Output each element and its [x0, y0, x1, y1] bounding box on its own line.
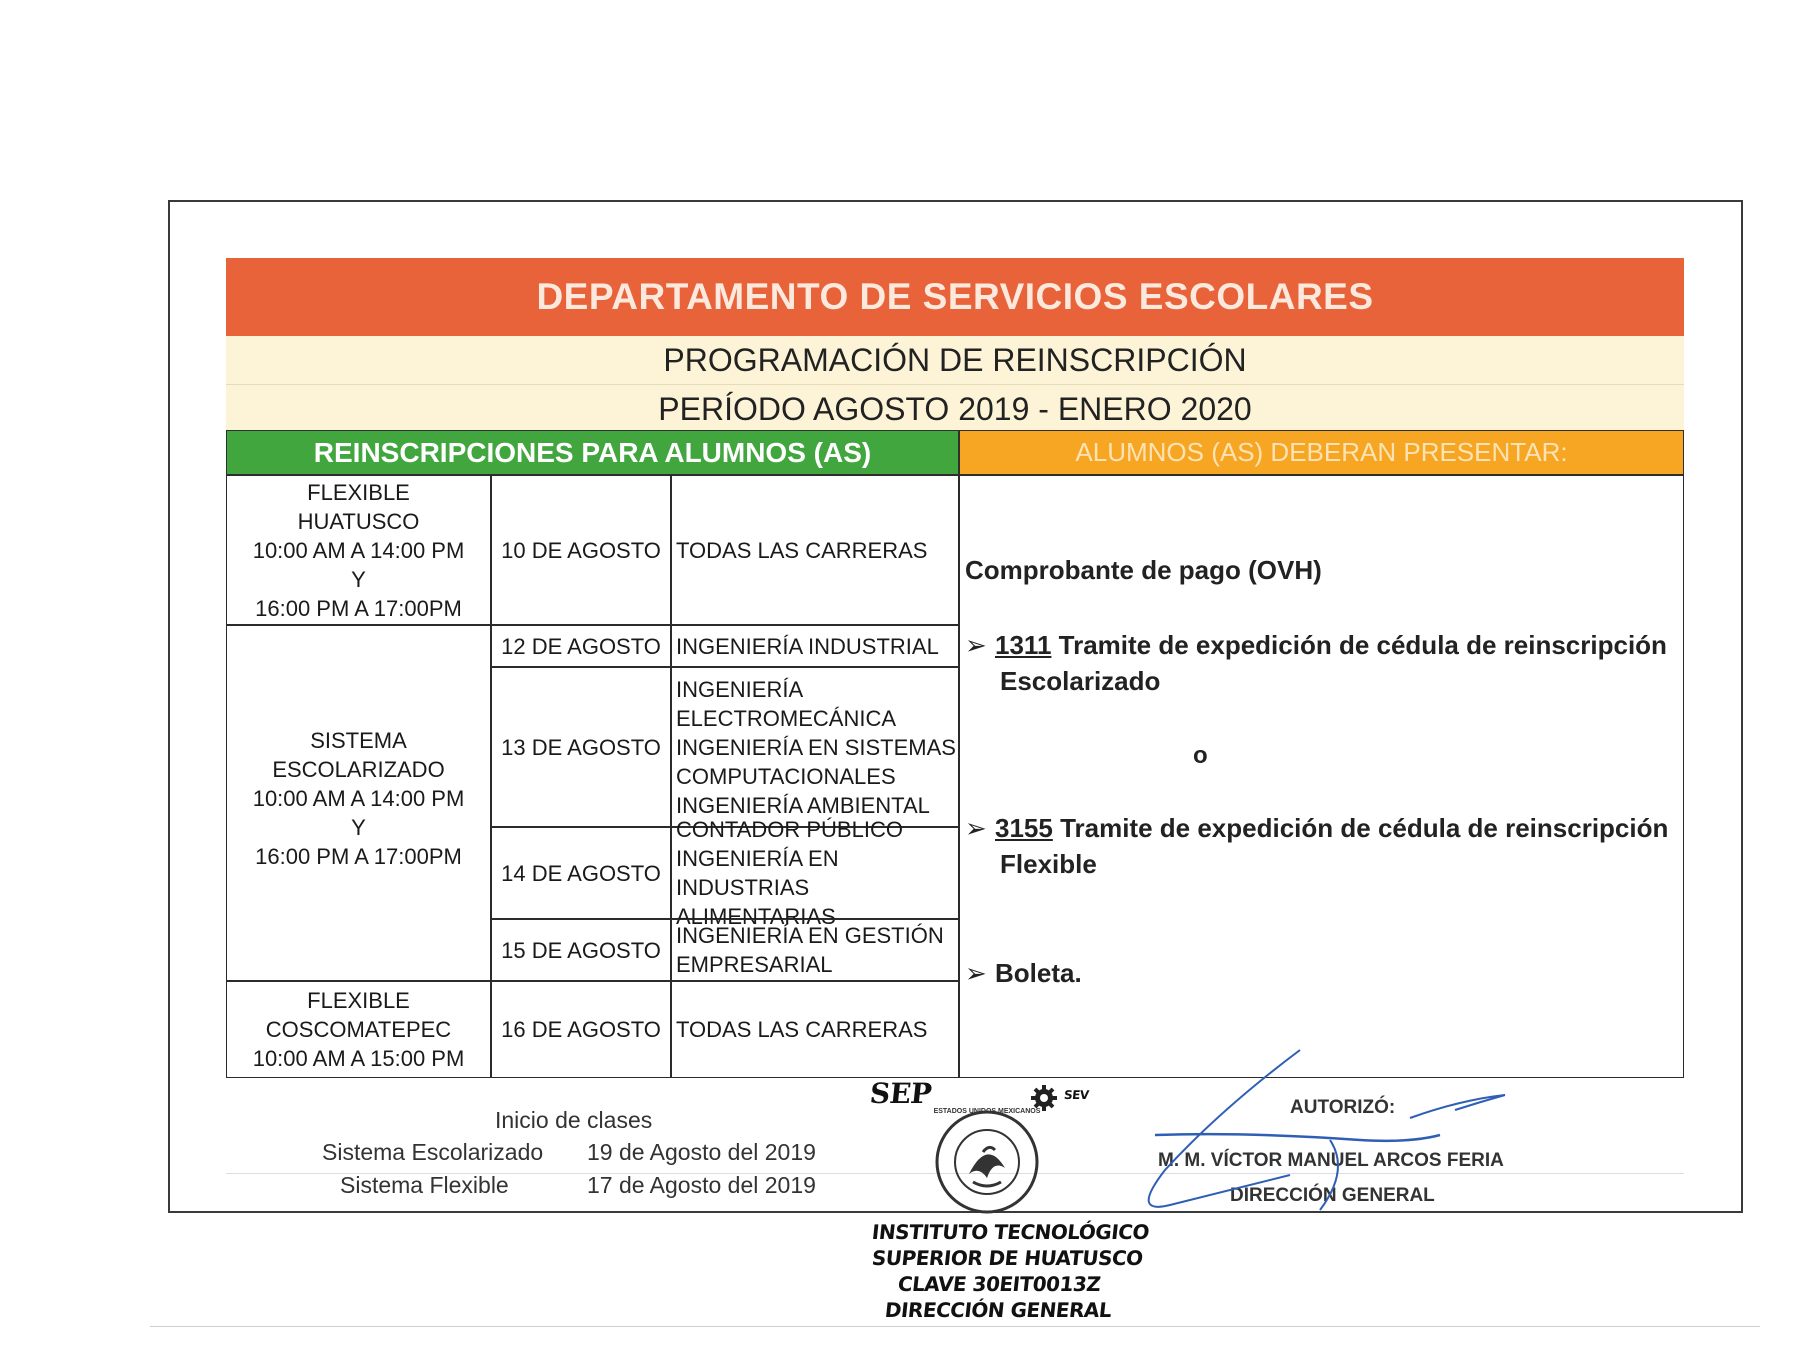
- career-line: ALIMENTARIAS: [676, 904, 836, 929]
- group-line: Y: [351, 815, 366, 840]
- requirement-3155-sub: Flexible: [1000, 849, 1097, 879]
- seal-text: ESTADOS UNIDOS MEXICANOS: [933, 1108, 1041, 1115]
- career-line: INGENIERÍA EN INDUSTRIAS: [676, 846, 839, 900]
- payment-proof-text: Comprobante de pago (OVH): [965, 555, 1322, 585]
- page-divider: [150, 1326, 1760, 1327]
- date-cell: 12 DE AGOSTO: [491, 625, 671, 667]
- group-line: Y: [351, 566, 366, 592]
- authorized-label: AUTORIZÓ:: [1290, 1097, 1396, 1118]
- careers-cell: [671, 981, 959, 1078]
- date-cell: 16 DE AGOSTO: [491, 981, 671, 1078]
- date-cell: 14 DE AGOSTO: [491, 827, 671, 919]
- mexican-seal-icon: [933, 1108, 1041, 1216]
- left-table-header: REINSCRIPCIONES PARA ALUMNOS (AS): [226, 430, 959, 475]
- sep-logo: SEP: [868, 1077, 933, 1110]
- career-line: INGENIERÍA INDUSTRIAL: [676, 633, 939, 659]
- group-flexible-coscomatepec: [226, 981, 491, 1078]
- sev-logo: SEV: [1063, 1088, 1090, 1102]
- sys2-label: Sistema Flexible: [340, 1172, 509, 1198]
- group-line: 10:00 AM A 15:00 PM: [252, 1046, 465, 1071]
- department-title: DEPARTAMENTO DE SERVICIOS ESCOLARES: [226, 258, 1684, 336]
- sys2-date: 17 de Agosto del 2019: [587, 1172, 816, 1198]
- bullet-arrow-icon: ➢: [965, 630, 987, 660]
- requirement-1311: [965, 630, 1685, 661]
- career-line: INGENIERÍA AMBIENTAL: [676, 792, 930, 818]
- signer-name: M. M. VÍCTOR MANUEL ARCOS FERIA: [1158, 1150, 1504, 1171]
- date-cell: 15 DE AGOSTO: [491, 919, 671, 981]
- requirement-text: Boleta.: [995, 958, 1082, 988]
- group-line: HUATUSCO: [297, 508, 420, 534]
- group-line: SISTEMA ESCOLARIZADO: [272, 728, 445, 782]
- careers-cell: [671, 667, 959, 827]
- career-line: EMPRESARIAL: [676, 952, 833, 977]
- career-line: INGENIERÍA EN SISTEMAS: [676, 734, 956, 760]
- careers-cell: [671, 625, 959, 667]
- requirement-boleta: [965, 958, 1082, 989]
- classes-start-title: Inicio de clases: [495, 1107, 653, 1133]
- handwritten-signature: [1110, 1040, 1560, 1230]
- career-line: INGENIERÍA: [676, 676, 804, 702]
- requirement-text: Tramite de expedición de cédula de reinscripción: [1052, 813, 1669, 843]
- bullet-arrow-icon: ➢: [965, 958, 987, 988]
- stamp-line-1: INSTITUTO TECNOLÓGICO: [870, 1220, 1151, 1244]
- date-cell: 13 DE AGOSTO: [491, 667, 671, 827]
- career-line: TODAS LAS CARRERAS: [676, 537, 928, 563]
- career-line: CONTADOR PÚBLICO: [676, 817, 903, 842]
- careers-cell: [671, 919, 959, 981]
- stamp-line-3: CLAVE 30EIT0013Z: [896, 1272, 1102, 1296]
- group-line: 16:00 PM A 17:00PM: [255, 595, 462, 621]
- sys1-label: Sistema Escolarizado: [322, 1139, 544, 1165]
- requirement-3155: [965, 813, 1685, 844]
- program-title: PROGRAMACIÓN DE REINSCRIPCIÓN: [226, 336, 1684, 385]
- group-line: 10:00 AM A 14:00 PM: [252, 786, 465, 811]
- or-text: o: [1193, 742, 1208, 769]
- group-line: FLEXIBLE: [307, 988, 410, 1013]
- career-line: TODAS LAS CARRERAS: [676, 1017, 928, 1042]
- careers-cell: [671, 475, 959, 625]
- requirement-1311-sub: Escolarizado: [1000, 666, 1161, 696]
- requirement-text: Tramite de expedición de cédula de reinscripción: [1051, 630, 1667, 660]
- careers-cell: [671, 817, 959, 929]
- group-line: 16:00 PM A 17:00PM: [255, 844, 462, 869]
- group-flexible-huatusco: [226, 475, 491, 625]
- stamp-line-2: SUPERIOR DE HUATUSCO: [870, 1246, 1144, 1270]
- period-title: PERÍODO AGOSTO 2019 - ENERO 2020: [226, 385, 1684, 433]
- bullet-arrow-icon: ➢: [965, 813, 987, 843]
- career-line: ELECTROMECÁNICA: [676, 705, 897, 731]
- group-sistema-escolarizado: [226, 625, 491, 981]
- date-cell: 10 DE AGOSTO: [491, 475, 671, 625]
- right-table-header: ALUMNOS (AS) DEBERAN PRESENTAR:: [959, 430, 1684, 475]
- career-line: INGENIERÍA EN GESTIÓN: [676, 923, 944, 948]
- code-1311: 1311: [995, 630, 1052, 660]
- signer-title: DIRECCIÓN GENERAL: [1230, 1185, 1435, 1206]
- group-line: FLEXIBLE: [307, 479, 410, 505]
- stamp-line-4: DIRECCIÓN GENERAL: [883, 1298, 1113, 1322]
- group-line: COSCOMATEPEC: [265, 1017, 452, 1042]
- sys1-date: 19 de Agosto del 2019: [587, 1139, 816, 1165]
- career-line: COMPUTACIONALES: [676, 763, 896, 789]
- group-line: 10:00 AM A 14:00 PM: [252, 537, 465, 563]
- code-3155: 3155: [995, 813, 1053, 843]
